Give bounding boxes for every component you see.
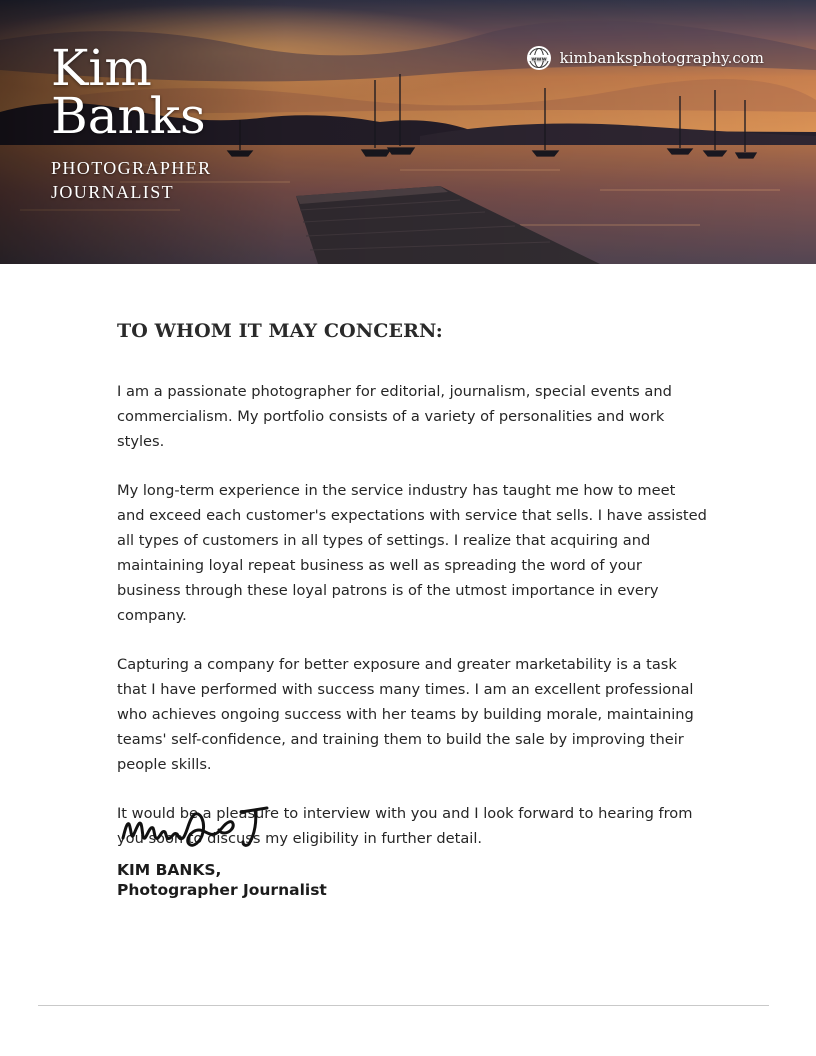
signer-title: Photographer Journalist xyxy=(117,881,327,899)
applicant-name xyxy=(51,39,206,145)
header-banner xyxy=(0,0,816,264)
footer-divider xyxy=(38,1005,769,1006)
role-journalist: JOURNALIST xyxy=(51,182,175,202)
signer-name: KIM BANKS, xyxy=(117,861,222,879)
paragraph-4: It would be a pleasure to interview with you and I look forward to hearing from you soon to discuss my eligibility in further detail. xyxy=(117,805,693,847)
paragraph-2: My long-term experience in the service industry has taught me how to meet and exceed each customer's expectations with service that sells. I have assisted all types of customers in all types of settings. I realize that acquiring and maintaining loyal repeat business as well as spreading the word of your business through these loyal patrons is of the utmost importance in every company. xyxy=(117,482,707,624)
role-photographer: PHOTOGRAPHER xyxy=(51,158,212,178)
first-name: Kim xyxy=(51,39,152,97)
website-url: kimbanksphotography.com xyxy=(559,49,764,67)
svg-text:www: www xyxy=(530,56,547,63)
paragraph-1: I am a passionate photographer for editorial, journalism, special events and commercialism. My portfolio consists of a variety of personalities and work styles. xyxy=(117,383,672,450)
job-titles xyxy=(51,156,212,204)
website-link[interactable] xyxy=(526,44,764,72)
signer-block xyxy=(117,860,327,900)
globe-www-icon xyxy=(526,45,552,71)
last-name: Banks xyxy=(51,87,206,145)
handwritten-signature xyxy=(117,800,277,856)
paragraph-3: Capturing a company for better exposure and greater marketability is a task that I have performed with success many times. I am an excellent professional who achieves ongoing success with her teams by building morale, maintaining teams' self-confidence, and training them to build the sale by improving their people skills. xyxy=(117,656,694,773)
salutation: TO WHOM IT MAY CONCERN: xyxy=(117,320,443,342)
